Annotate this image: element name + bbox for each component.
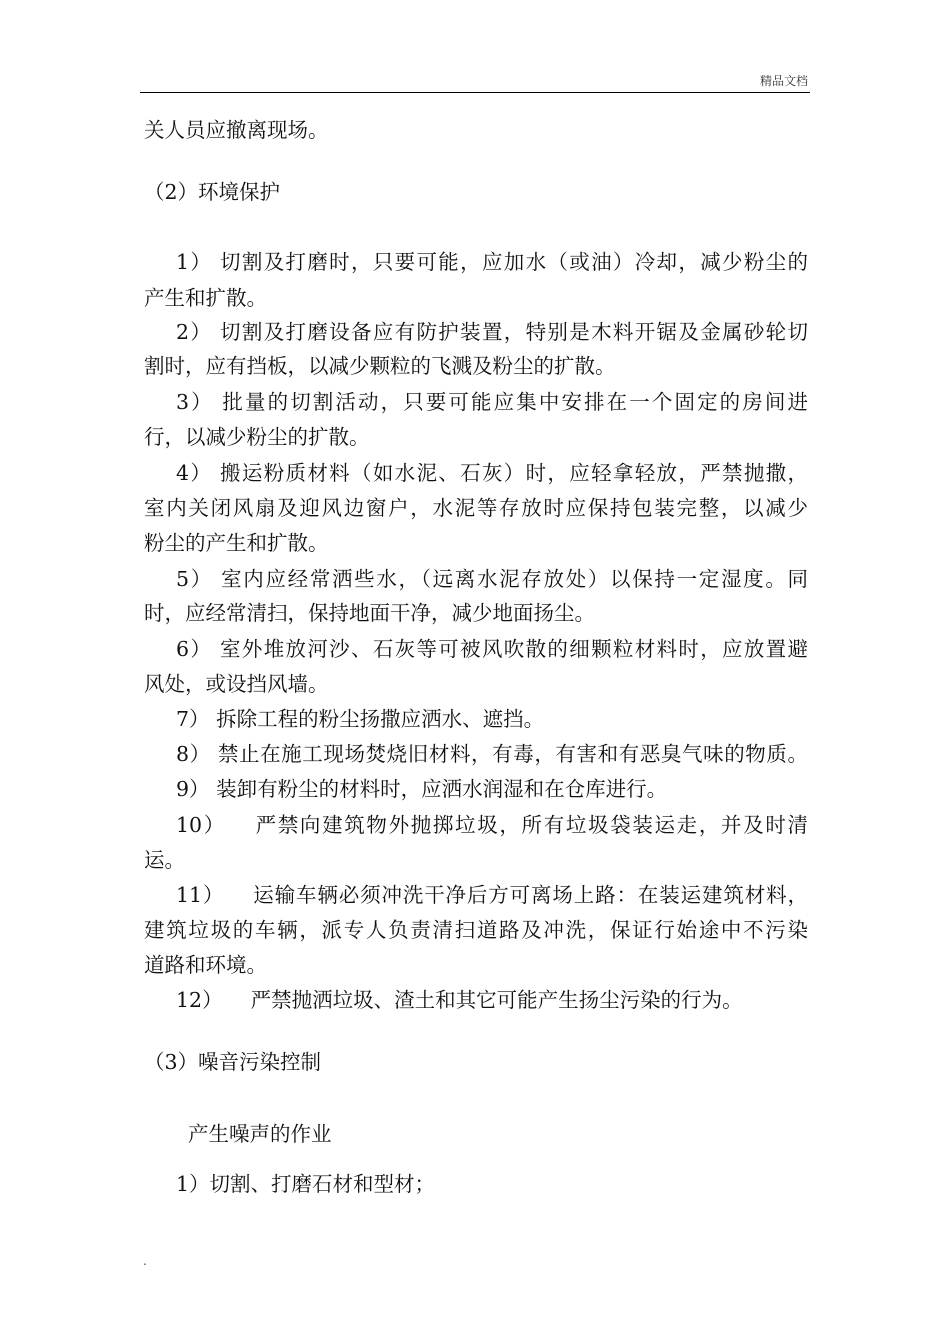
section-heading-noise: （3）噪音污染控制 bbox=[144, 1050, 322, 1074]
list-item-3: 3） 批量的切割活动，只要可能应集中安排在一个固定的房间进 bbox=[176, 390, 808, 414]
section-heading-environment: （2）环境保护 bbox=[144, 180, 281, 204]
list-item-11: 11） 运输车辆必须冲洗干净后方可离场上路：在装运建筑材料， bbox=[176, 883, 809, 907]
list-item-4-cont-2: 粉尘的产生和扩散。 bbox=[144, 531, 329, 555]
list-item-7: 7） 拆除工程的粉尘扬撒应洒水、遮挡。 bbox=[176, 707, 545, 731]
list-item-10: 10） 严禁向建筑物外抛掷垃圾，所有垃圾袋装运走，并及时清 bbox=[176, 813, 809, 837]
list-item-11-cont: 建筑垃圾的车辆，派专人负责清扫道路及冲洗，保证行始途中不污染 bbox=[144, 918, 808, 942]
noise-subheading: 产生噪声的作业 bbox=[188, 1122, 332, 1146]
header-rule bbox=[140, 92, 810, 93]
list-item-4-cont: 室内关闭风扇及迎风边窗户，水泥等存放时应保持包装完整，以减少 bbox=[144, 496, 808, 520]
list-item-12: 12） 严禁抛洒垃圾、渣土和其它可能产生扬尘污染的行为。 bbox=[176, 988, 743, 1012]
page-header-label: 精品文档 bbox=[759, 74, 808, 88]
list-item-4: 4） 搬运粉质材料（如水泥、石灰）时，应轻拿轻放，严禁抛撒， bbox=[176, 461, 808, 485]
list-item-10-cont: 运。 bbox=[144, 848, 185, 872]
list-item-8: 8） 禁止在施工现场焚烧旧材料，有毒，有害和有恶臭气味的物质。 bbox=[176, 742, 809, 766]
list-item-9: 9） 装卸有粉尘的材料时，应洒水润湿和在仓库进行。 bbox=[176, 777, 668, 801]
list-item-6: 6） 室外堆放河沙、石灰等可被风吹散的细颗粒材料时，应放置避 bbox=[176, 637, 808, 661]
list-item-5: 5） 室内应经常洒些水，（远离水泥存放处）以保持一定湿度。同 bbox=[176, 567, 808, 591]
footer-mark: . bbox=[143, 1254, 147, 1268]
body-line-1: 关人员应撤离现场。 bbox=[144, 118, 329, 142]
list-item-3-cont: 行，以减少粉尘的扩散。 bbox=[144, 425, 370, 449]
list-item-6-cont: 风处，或设挡风墙。 bbox=[144, 672, 329, 696]
list-item-5-cont: 时，应经常清扫，保持地面干净，减少地面扬尘。 bbox=[144, 601, 595, 625]
list-item-11-cont-2: 道路和环境。 bbox=[144, 953, 267, 977]
list-item-2: 2） 切割及打磨设备应有防护装置，特别是木料开锯及金属砂轮切 bbox=[176, 320, 808, 344]
list-item-1: 1） 切割及打磨时，只要可能，应加水（或油）冷却，减少粉尘的 bbox=[176, 250, 808, 274]
list-item-1-cont: 产生和扩散。 bbox=[144, 286, 267, 310]
noise-list-item-1: 1）切割、打磨石材和型材； bbox=[176, 1172, 436, 1196]
list-item-2-cont: 割时，应有挡板，以减少颗粒的飞溅及粉尘的扩散。 bbox=[144, 354, 616, 378]
